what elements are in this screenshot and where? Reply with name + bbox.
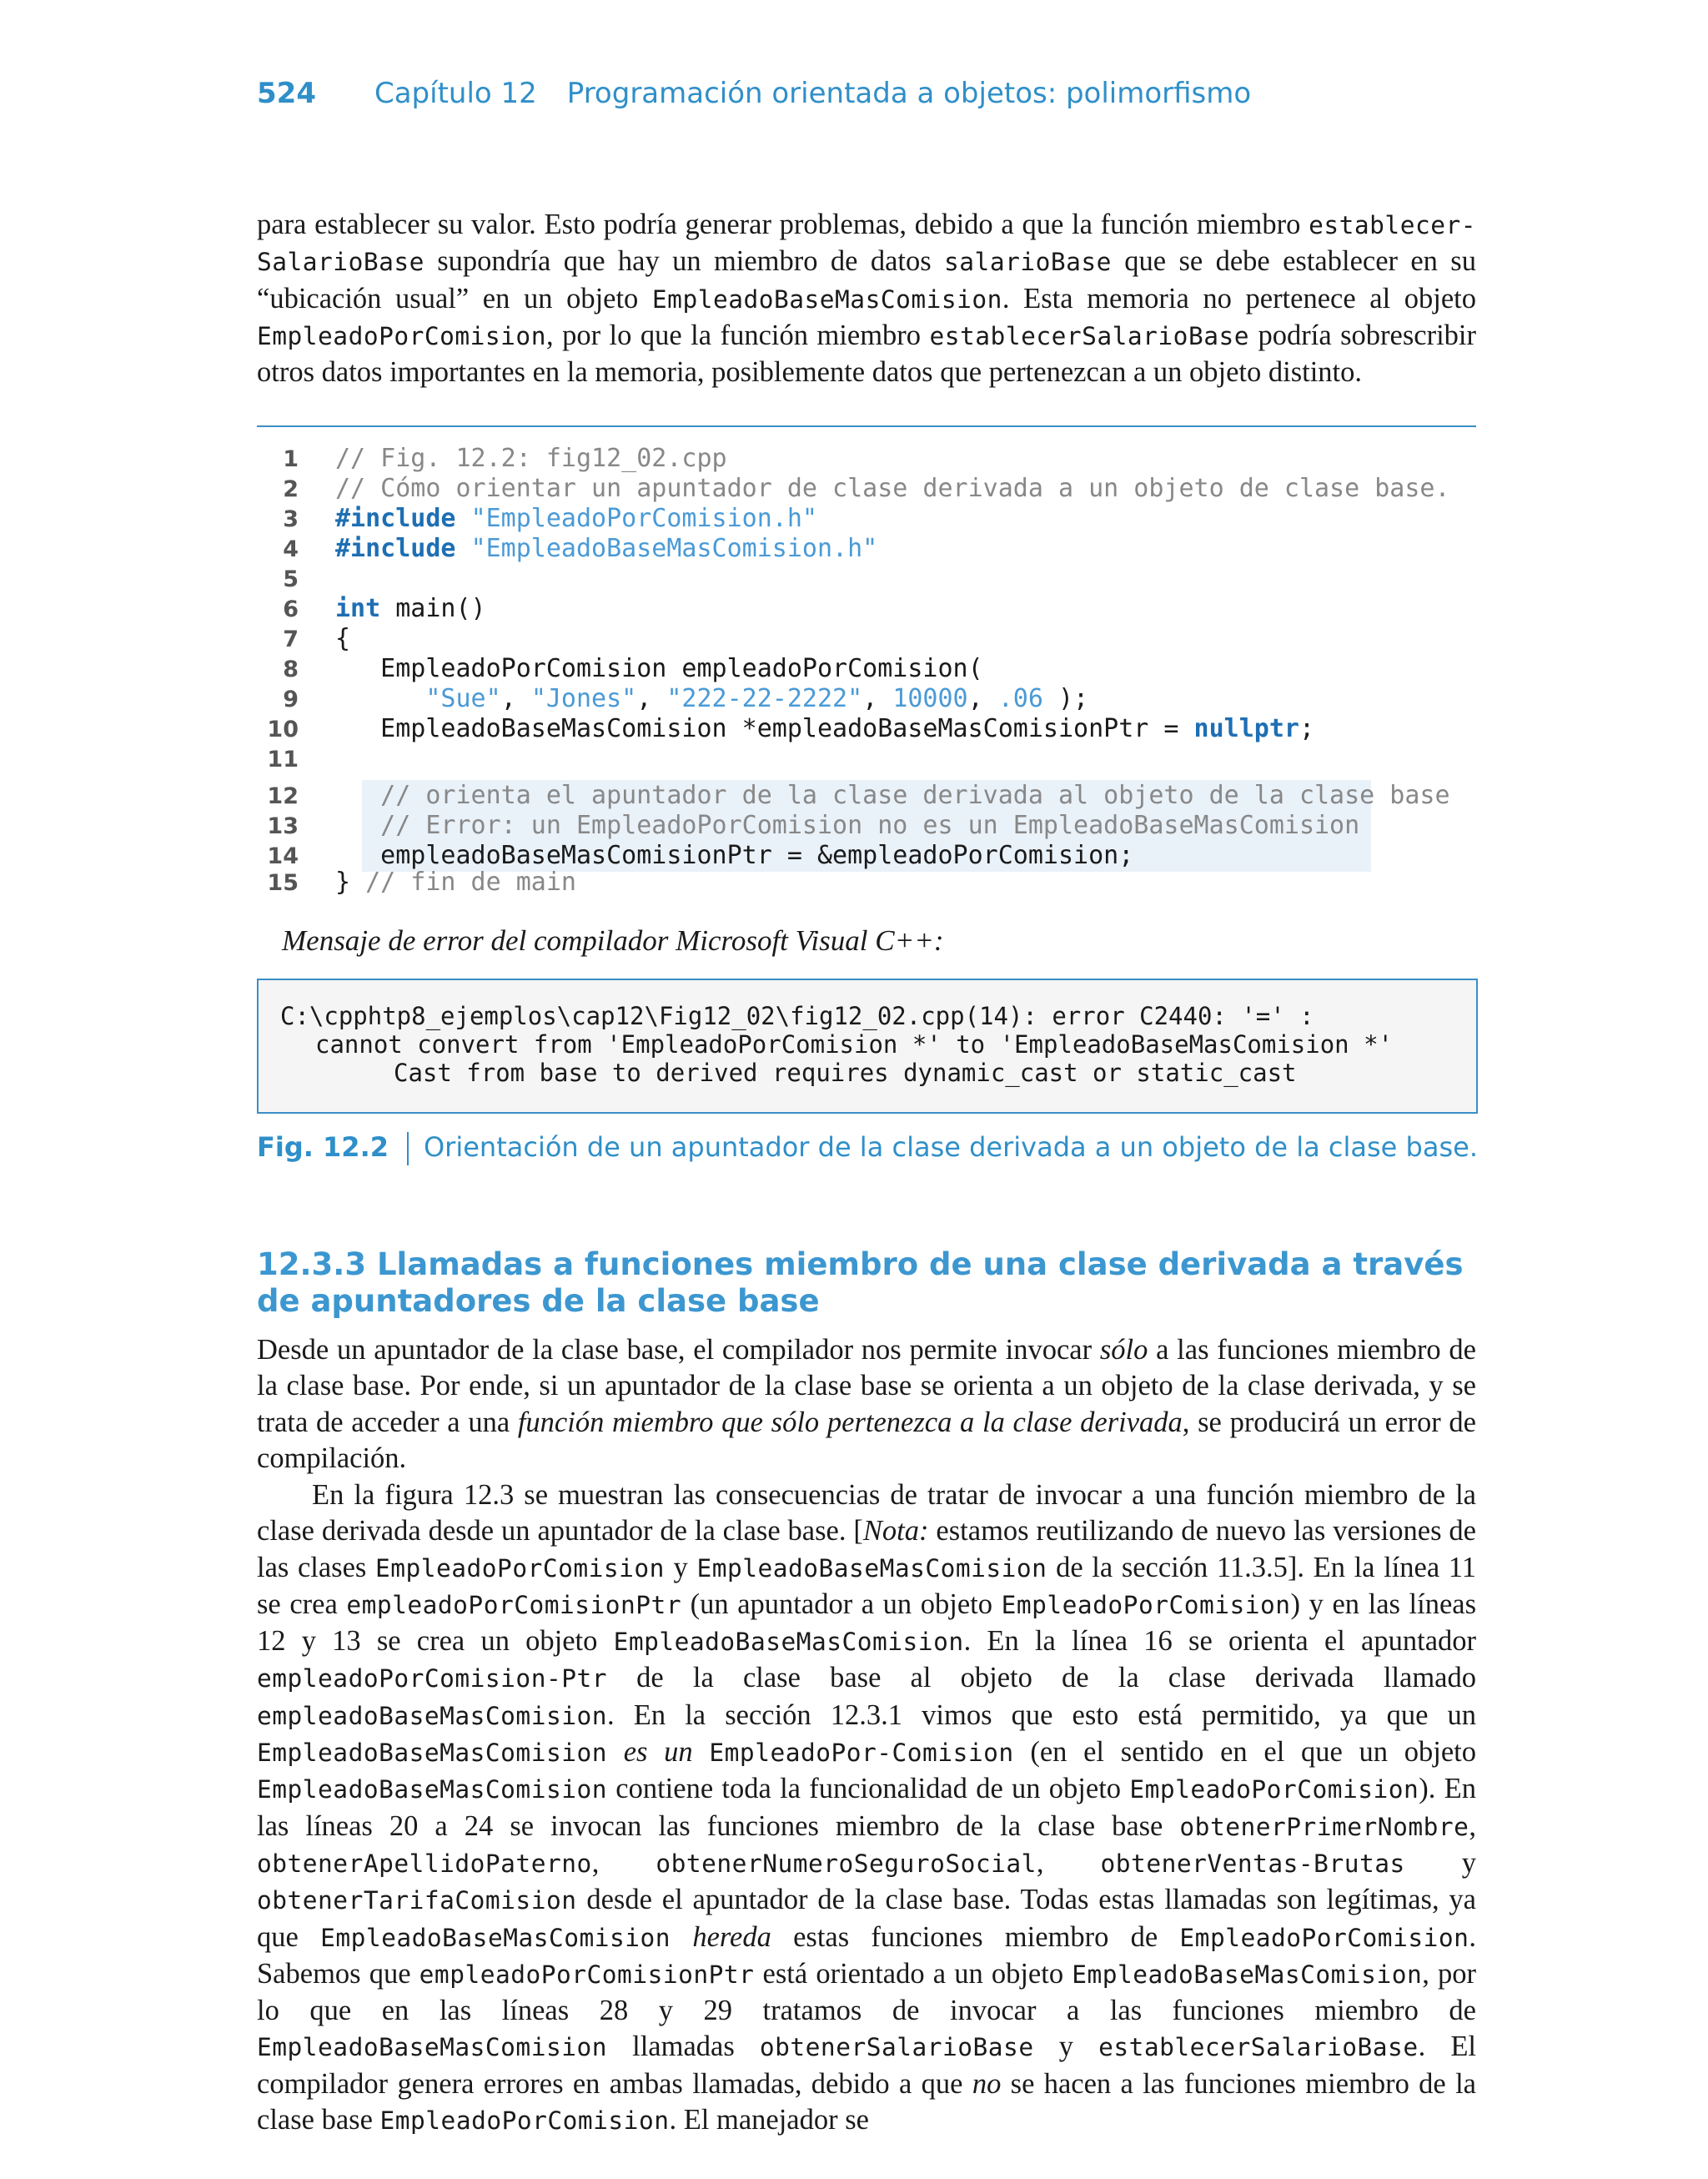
error-output-box bbox=[257, 979, 1478, 1114]
code-line: 15 } // fin de main bbox=[267, 868, 576, 897]
error-line: cannot convert from 'EmpleadoPorComision *' to 'EmpleadoBaseMasComision *' bbox=[315, 1030, 1394, 1059]
code-line: 9 "Sue", "Jones", "222-22-2222", 10000, .06 ); bbox=[283, 684, 1089, 713]
chapter-title: Programación orientada a objetos: polimorfismo bbox=[566, 77, 1252, 110]
error-line: C:\cpphtp8_ejemplos\cap12\Fig12_02\fig12_02.cpp(14): error C2440: '=' : bbox=[280, 1002, 1314, 1030]
figure-caption bbox=[257, 1131, 1478, 1165]
error-line: Cast from base to derived requires dynamic_cast or static_cast bbox=[394, 1059, 1297, 1087]
figure-label: Fig. 12.2 bbox=[257, 1131, 389, 1163]
caption-divider bbox=[407, 1132, 409, 1165]
section-heading bbox=[257, 1246, 1464, 1320]
code-line: 4 #include "EmpleadoBaseMasComision.h" bbox=[283, 534, 878, 563]
code-line: 7 { bbox=[283, 624, 351, 653]
code-line: 10 EmpleadoBaseMasComision *empleadoBaseMasComisionPtr = nullptr; bbox=[267, 714, 1315, 743]
body-paragraph-2: En la figura 12.3 se muestran las consecuencias de tratar de invocar a una función miembro de la clase derivada desde un apuntador de la clase base. [Nota: estamos reutilizando de nuevo las versiones de las clases EmpleadoPorComision y EmpleadoBaseMasComision de la sección 11.3.5]. En la línea 11 se crea empleadoPorComisionPtr (un apuntador a un objeto EmpleadoPorComision) y en las líneas 12 y 13 se crea un objeto EmpleadoBaseMasComision. En la línea 16 se orienta el apuntador empleadoPorComision-Ptr de la clase base al objeto de la clase derivada llamado empleadoBaseMasComision. En la sección 12.3.1 vimos que esto está permitido, ya que un EmpleadoBaseMasComision es un EmpleadoPor-Comision (en el sentido en el que un objeto EmpleadoBaseMasComision contiene toda la funcionalidad de un objeto EmpleadoPorComision). En las líneas 20 a 24 se invocan las funciones miembro de la clase base obtenerPrimerNombre, obtenerApellidoPaterno, obtenerNumeroSeguroSocial, obtenerVentas-Brutas y obtenerTarifaComision desde el apuntador de la clase base. Todas estas llamadas son legítimas, ya que EmpleadoBaseMasComision hereda estas funciones miembro de EmpleadoPorComision. Sabemos que empleadoPorComisionPtr está orientado a un objeto EmpleadoBaseMasComision, por lo que en las líneas 28 y 29 tratamos de invocar a las funciones miembro de EmpleadoBaseMasComision llamadas obtenerSalarioBase y establecerSalarioBase. El compilador genera errores en ambas llamadas, debido a que no se hacen a las funciones miembro de la clase base EmpleadoPorComision. El manejador se bbox=[257, 1479, 1477, 2136]
figure-caption-text: Orientación de un apuntador de la clase derivada a un objeto de la clase base. bbox=[423, 1131, 1478, 1163]
code-line: 2 // Cómo orientar un apuntador de clase derivada a un objeto de clase base. bbox=[283, 474, 1450, 503]
code-line: 5 bbox=[283, 566, 299, 592]
error-caption: Mensaje de error del compilador Microsoft Visual C++: bbox=[282, 924, 944, 957]
section-heading-line: 12.3.3 Llamadas a funciones miembro de una clase derivada a través bbox=[257, 1246, 1464, 1282]
code-line: 14 empleadoBaseMasComisionPtr = &empleadoPorComision; bbox=[267, 841, 1134, 870]
code-line: 1 // Fig. 12.2: fig12_02.cpp bbox=[283, 444, 727, 473]
page-number: 524 bbox=[257, 77, 316, 110]
chapter-label: Capítulo 12 bbox=[374, 77, 537, 110]
code-line: 8 EmpleadoPorComision empleadoPorComision( bbox=[283, 654, 983, 683]
code-line: 13 // Error: un EmpleadoPorComision no es un EmpleadoBaseMasComision bbox=[267, 811, 1360, 840]
section-heading-line: de apuntadores de la clase base bbox=[257, 1283, 820, 1319]
figure-top-rule bbox=[257, 425, 1476, 427]
code-line: 12 // orienta el apuntador de la clase derivada al objeto de la clase base bbox=[267, 781, 1450, 810]
running-header bbox=[257, 77, 1251, 110]
code-line: 3 #include "EmpleadoPorComision.h" bbox=[283, 504, 817, 533]
code-line: 6 int main() bbox=[283, 594, 486, 623]
intro-paragraph: para establecer su valor. Esto podría generar problemas, debido a que la función miembro establecer-SalarioBase supondría que hay un miembro de datos salarioBase que se debe establecer en su “ubicación usual” en un objeto EmpleadoBaseMasComision. Esta memoria no pertenece al objeto EmpleadoPorComision, por lo que la función miembro establecerSalarioBase podría sobrescribir otros datos importantes en la memoria, posiblemente datos que pertenezcan a un objeto distinto. bbox=[257, 209, 1476, 389]
body-paragraph-1: Desde un apuntador de la clase base, el compilador nos permite invocar sólo a las funciones miembro de la clase base. Por ende, si un apuntador de la clase base se orienta a un objeto de la clase derivada, y se trata de acceder a una función miembro que sólo pertenezca a la clase derivada, se producirá un error de compilación. bbox=[257, 1334, 1476, 1474]
code-line: 11 bbox=[267, 747, 299, 772]
